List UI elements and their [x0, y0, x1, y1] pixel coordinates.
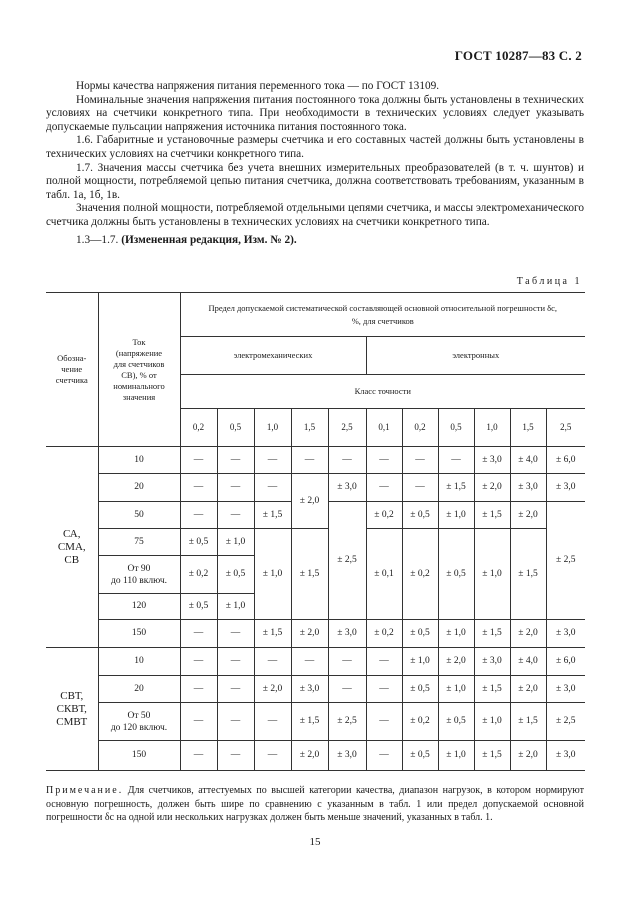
page-number: 15: [309, 836, 321, 848]
table-cell: —: [438, 447, 474, 474]
table-cell: —: [180, 703, 217, 741]
class-header: 2,5: [546, 409, 585, 447]
table-cell: —: [402, 474, 438, 502]
meter-type-group2: СВТ, СКВТ, СМВТ: [46, 648, 98, 771]
current-cell: 75: [98, 529, 180, 556]
table-cell: ± 3,0: [510, 474, 546, 502]
accuracy-table: [46, 292, 585, 771]
class-header: 0,2: [180, 409, 217, 447]
header-current: Ток (напряжение для счетчиков СВ), % от номинального значения: [98, 293, 180, 447]
table-cell: ± 2,0: [510, 741, 546, 771]
table-cell: ± 3,0: [546, 620, 585, 648]
table-cell: ± 2,0: [474, 474, 510, 502]
class-header: 1,0: [254, 409, 291, 447]
table-cell: ± 1,5: [474, 676, 510, 703]
table-cell: ± 2,0: [510, 502, 546, 529]
table-cell: ± 3,0: [328, 741, 366, 771]
table-cell: ± 2,0: [291, 474, 328, 529]
amendment-label: (Измененная редакция, Изм. № 2).: [121, 233, 297, 246]
current-cell: 20: [98, 474, 180, 502]
table-cell: ± 1,0: [438, 620, 474, 648]
table-cell: ± 1,0: [217, 594, 254, 620]
current-cell: 120: [98, 594, 180, 620]
current-cell: 150: [98, 620, 180, 648]
table-cell: ± 3,0: [328, 474, 366, 502]
table-cell: ± 1,5: [510, 703, 546, 741]
class-header: 1,5: [510, 409, 546, 447]
table-cell: ± 6,0: [546, 447, 585, 474]
header-error-limit: Предел допускаемой систематической составляющей основной относительной погрешности δс, %, для счетчиков: [180, 293, 585, 337]
table-cell: ± 0,5: [438, 703, 474, 741]
table-cell: ± 1,5: [291, 529, 328, 620]
paragraph: 1.6. Габаритные и установочные размеры счетчика и его составных частей должны быть установлены в технических условиях на счетчики конкретного типа.: [46, 134, 584, 160]
table-cell: —: [254, 474, 291, 502]
paragraph: Значения полной мощности, потребляемой отдельными цепями счетчика, и массы электромеханического счетчика должны быть установлены в технических условиях на счетчики конкретного типа.: [46, 202, 584, 228]
header-electromechanical: электромеханических: [180, 337, 366, 375]
table-cell: ± 1,0: [254, 529, 291, 620]
table-cell: ± 1,5: [474, 502, 510, 529]
note-label: Примечание.: [46, 785, 124, 796]
table-cell: ± 4,0: [510, 648, 546, 676]
table-cell: —: [180, 502, 217, 529]
table-cell: —: [217, 648, 254, 676]
table-cell: —: [254, 447, 291, 474]
table-cell: ± 2,5: [328, 703, 366, 741]
header-designation: Обозна- чение счетчика: [46, 293, 98, 447]
table-cell: ± 1,0: [217, 529, 254, 556]
table-cell: ± 0,5: [180, 594, 217, 620]
table-cell: —: [291, 447, 328, 474]
class-header: 1,5: [291, 409, 328, 447]
current-cell: 10: [98, 447, 180, 474]
table-cell: —: [180, 474, 217, 502]
table-cell: —: [217, 741, 254, 771]
table-cell: —: [254, 648, 291, 676]
table-cell: —: [217, 474, 254, 502]
table-cell: —: [328, 447, 366, 474]
table-cell: —: [217, 502, 254, 529]
table-cell: —: [217, 703, 254, 741]
table-cell: —: [366, 648, 402, 676]
table-cell: ± 1,5: [510, 529, 546, 620]
table-cell: —: [402, 447, 438, 474]
header-accuracy-class: Класс точности: [180, 375, 585, 409]
class-header: 0,1: [366, 409, 402, 447]
paragraph: Нормы качества напряжения питания переменного тока — по ГОСТ 13109.: [76, 80, 440, 92]
amendment-note: [46, 234, 584, 248]
table-cell: —: [291, 648, 328, 676]
header-electronic: электронных: [366, 337, 585, 375]
table-cell: —: [180, 447, 217, 474]
table-cell: ± 1,5: [254, 620, 291, 648]
paragraph: 1.7. Значения массы счетчика без учета внешних измерительных преобразователей (в т. ч. шунтов) и полной мощности, потребляемой цепью питания счетчика, должна соответствовать требованиям, указанным в табл. 1а, 1б, 1в.: [46, 161, 584, 201]
note-text: Для счетчиков, аттестуемых по высшей категории качества, диапазон нагрузок, в котором нормируют основную погрешность, должен быть шире по сравнению с указанным в табл. 1 или предел допускаемой основной погрешности δс на одной или нескольких нагрузках должен быть меньше значений, указанных в табл. 1.: [46, 785, 584, 823]
table-cell: ± 0,5: [402, 502, 438, 529]
table-cell: ± 4,0: [510, 447, 546, 474]
table-cell: ± 0,2: [402, 703, 438, 741]
table-cell: ± 1,0: [474, 529, 510, 620]
table-cell: ± 3,0: [546, 474, 585, 502]
table-cell: —: [254, 703, 291, 741]
table-cell: ± 1,5: [474, 741, 510, 771]
table-cell: —: [217, 620, 254, 648]
table-cell: —: [180, 620, 217, 648]
table-cell: ± 2,0: [291, 620, 328, 648]
table-cell: ± 1,0: [474, 703, 510, 741]
table-cell: ± 0,5: [402, 620, 438, 648]
table-cell: —: [180, 676, 217, 703]
table-cell: ± 1,0: [438, 741, 474, 771]
table-cell: ± 1,0: [402, 648, 438, 676]
table-cell: ± 0,5: [438, 529, 474, 620]
table-cell: ± 0,5: [402, 741, 438, 771]
table-cell: ± 6,0: [546, 648, 585, 676]
table-cell: ± 2,0: [291, 741, 328, 771]
table-cell: —: [328, 648, 366, 676]
current-cell: 20: [98, 676, 180, 703]
class-header: 0,2: [402, 409, 438, 447]
table-cell: —: [217, 447, 254, 474]
table-cell: ± 1,5: [254, 502, 291, 529]
class-header: 1,0: [474, 409, 510, 447]
table-cell: —: [328, 676, 366, 703]
document-header: ГОСТ 10287—83 С. 2: [454, 48, 582, 63]
table-title: Таблица 1: [516, 276, 582, 287]
table-cell: —: [366, 703, 402, 741]
table-cell: ± 0,5: [180, 529, 217, 556]
table-cell: ± 2,0: [438, 648, 474, 676]
table-cell: —: [366, 447, 402, 474]
class-header: 2,5: [328, 409, 366, 447]
meter-type-group1: СА, СМА, СВ: [46, 447, 98, 648]
table-cell: ± 0,2: [180, 556, 217, 594]
paragraph: Номинальные значения напряжения питания постоянного тока должны быть установлены в технических условиях на счетчики конкретного типа. При необходимости в технических условиях следует указывать допускаемые пульсации напряжения источника питания постоянного тока.: [46, 93, 584, 133]
table-cell: —: [366, 676, 402, 703]
table-cell: ± 2,5: [546, 703, 585, 741]
body-text: [46, 80, 584, 247]
table-cell: —: [217, 676, 254, 703]
table-cell: ± 0,2: [366, 502, 402, 529]
table-cell: ± 2,0: [510, 676, 546, 703]
table-cell: ± 0,5: [217, 556, 254, 594]
table-cell: ± 1,0: [438, 676, 474, 703]
table-cell: ± 0,1: [366, 529, 402, 620]
table-cell: ± 1,5: [438, 474, 474, 502]
table-cell: ± 3,0: [328, 620, 366, 648]
table-cell: —: [366, 741, 402, 771]
table-cell: ± 1,5: [291, 703, 328, 741]
table-cell: —: [366, 474, 402, 502]
current-cell: 10: [98, 648, 180, 676]
current-cell: От 90 до 110 включ.: [98, 556, 180, 594]
table-note: [46, 784, 584, 825]
table-cell: ± 3,0: [291, 676, 328, 703]
table-cell: —: [180, 741, 217, 771]
table-cell: —: [180, 648, 217, 676]
current-cell: От 50 до 120 включ.: [98, 703, 180, 741]
table-cell: ± 3,0: [474, 648, 510, 676]
table-cell: ± 3,0: [546, 741, 585, 771]
table-cell: ± 3,0: [474, 447, 510, 474]
table-cell: ± 1,0: [438, 502, 474, 529]
table-cell: ± 2,5: [328, 502, 366, 620]
table-cell: ± 0,2: [402, 529, 438, 620]
table-cell: —: [254, 741, 291, 771]
table-cell: ± 3,0: [546, 676, 585, 703]
table-cell: ± 0,2: [366, 620, 402, 648]
table-cell: ± 2,0: [510, 620, 546, 648]
class-header: 0,5: [438, 409, 474, 447]
class-header: 0,5: [217, 409, 254, 447]
table-cell: ± 2,5: [546, 502, 585, 620]
table-cell: ± 2,0: [254, 676, 291, 703]
table-cell: ± 0,5: [402, 676, 438, 703]
current-cell: 50: [98, 502, 180, 529]
current-cell: 150: [98, 741, 180, 771]
table-cell: ± 1,5: [474, 620, 510, 648]
amendment-number: 1.3—1.7.: [76, 233, 119, 246]
